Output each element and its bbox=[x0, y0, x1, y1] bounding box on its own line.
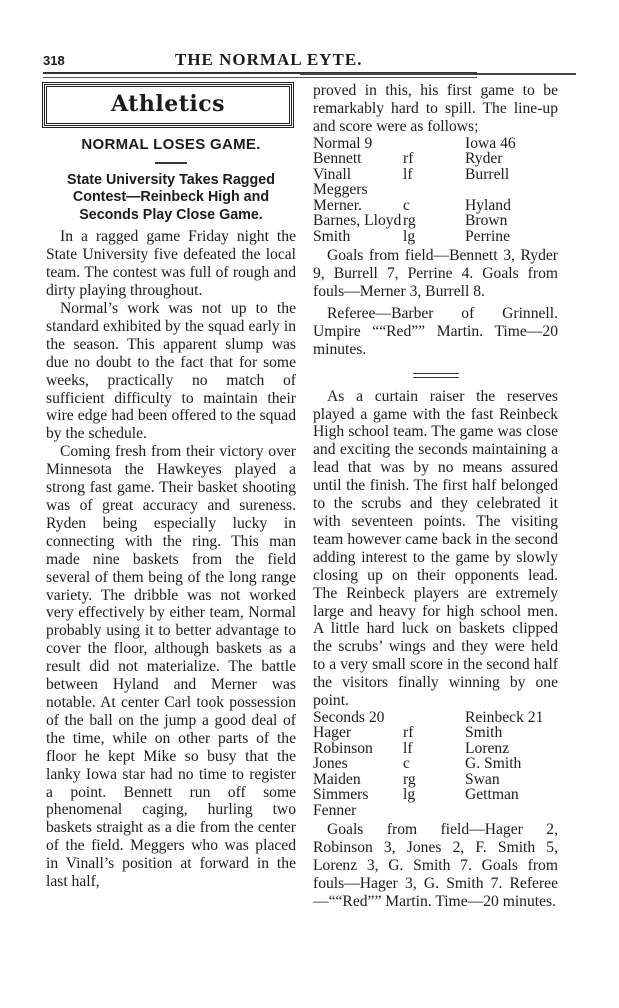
away-team-score: Reinbeck 21 bbox=[465, 708, 544, 726]
position bbox=[403, 182, 465, 198]
section-banner bbox=[44, 84, 292, 126]
home-player: Jones bbox=[313, 755, 348, 773]
away-player bbox=[465, 182, 558, 198]
position: rg bbox=[403, 212, 416, 230]
home-player: Barnes, Lloyd bbox=[313, 212, 402, 230]
paragraph: In a ragged game Friday night the State University five defeated the local team. The contest was full of rough and dirty playing throughout. bbox=[46, 228, 296, 300]
lineup-row bbox=[313, 787, 558, 803]
position: c bbox=[403, 755, 410, 773]
header-rule-right bbox=[300, 73, 576, 75]
article-headline: NORMAL LOSES GAME. bbox=[81, 136, 261, 153]
paragraph: Coming fresh from their victory over Minnesota the Hawkeyes played a strong fast game. Their basket shooting was of great accuracy and sureness. Ryden being especially lucky in connecting with the ring. This man made nine baskets from the field several of them being of the long range variety. The dribble was not worked very effectively by either team, Normal probably using it to better advantage to cover the floor, although baskets as a result did not materialize. The battle between Hyland and Merner was notable. At center Carl took possession of the ball on the jump a good deal of the time, while on other parts of the floor he kept Mike so busy that the lanky Iowa star had no time to register a point. Bennett run off some phenomenal caging, hurling two baskets straight as a die from the center of the field. Meggers who was placed in Vinall’s position at forward in the last half, bbox=[46, 443, 296, 891]
lineup-row bbox=[313, 725, 558, 741]
lineup-row bbox=[313, 756, 558, 772]
position: rf bbox=[403, 724, 414, 742]
lineup-header-row bbox=[313, 136, 558, 152]
home-player: Hager bbox=[313, 724, 352, 742]
position: lf bbox=[403, 165, 413, 183]
home-player: Meggers bbox=[313, 181, 368, 199]
section-divider bbox=[413, 373, 459, 378]
position: rf bbox=[403, 150, 414, 168]
home-team-score: Seconds 20 bbox=[313, 708, 385, 726]
away-player: Brown bbox=[465, 212, 508, 230]
home-player: Fenner bbox=[313, 801, 357, 819]
game1-officials: Referee—Barber of Grinnell. Umpire ““Red”” Martin. Time—20 minutes. bbox=[313, 304, 558, 358]
home-player: Simmers bbox=[313, 786, 369, 804]
away-player: Lorenz bbox=[465, 739, 510, 757]
home-player: Merner. bbox=[313, 196, 362, 214]
page-number: 318 bbox=[43, 53, 65, 68]
position: lg bbox=[403, 227, 416, 245]
away-player: Swan bbox=[465, 770, 500, 788]
reserves-paragraph: As a curtain raiser the reserves played a game with the fast Reinbeck High school team. The game was close and exciting the seconds maintaining a lead that was by no means assured until the finish. The first half belonged to the scrubs and they celebrated it with seventeen points. The visiting team however came back in the second adding interest to the game by slowly closing up on their opponents lead. The Reinbeck players are extremely large and heavy for high school men. A little hard luck on baskets clipped the scrubs’ wings and they were held to a very small score in the second half the visitors finally winning by one point. bbox=[313, 387, 558, 710]
position: lg bbox=[403, 786, 416, 804]
lineup-row bbox=[313, 213, 558, 229]
game1-goals: Goals from field—Bennett 3, Ryder 9, Burrell 7, Perrine 4. Goals from fouls—Merner 3, Burrell 8. bbox=[313, 247, 558, 301]
away-player: Ryder bbox=[465, 150, 503, 168]
position: c bbox=[403, 196, 410, 214]
article-subhead: State University Takes Ragged Contest—Reinbeck High and Seconds Play Close Game. bbox=[67, 171, 275, 223]
paragraph: Normal’s work was not up to the standard exhibited by the squad early in the season. This apparent slump was due no doubt to the fact that for some weeks, practically no match of sufficient difficulty to maintain their wire edge had been offered to the squad by the schedule. bbox=[46, 300, 296, 443]
away-team-score: Iowa 46 bbox=[465, 134, 516, 152]
game1-lineup-table bbox=[313, 136, 558, 245]
home-team-score: Normal 9 bbox=[313, 134, 373, 152]
publication-title: THE NORMAL EYTE. bbox=[175, 50, 363, 69]
away-player: Gettman bbox=[465, 786, 519, 804]
game2-summary: Goals from field—Hager 2, Robinson 3, Jones 2, F. Smith 5, Lorenz 3, G. Smith 7. Goals from fouls—Hager 3, G. Smith 7. Referee—““Red”” Martin. Time—20 minutes. bbox=[313, 821, 558, 911]
home-player: Maiden bbox=[313, 770, 361, 788]
right-column bbox=[313, 82, 558, 911]
home-player: Smith bbox=[313, 227, 351, 245]
away-player bbox=[465, 803, 558, 819]
home-player: Vinall bbox=[313, 165, 352, 183]
position bbox=[403, 803, 465, 819]
lineup-row bbox=[313, 741, 558, 757]
away-player: Hyland bbox=[465, 196, 511, 214]
game2-lineup-table bbox=[313, 710, 558, 819]
away-player: Smith bbox=[465, 724, 503, 742]
lineup-row bbox=[313, 182, 558, 198]
position: lf bbox=[403, 739, 413, 757]
paragraph-continued: proved in this, his first game to be remarkably hard to spill. The line-up and score were as follows; bbox=[313, 82, 558, 135]
away-player: G. Smith bbox=[465, 755, 522, 773]
home-player: Bennett bbox=[313, 150, 362, 168]
lineup-row bbox=[313, 229, 558, 245]
lineup-row bbox=[313, 198, 558, 214]
left-column bbox=[46, 82, 296, 891]
section-title: Athletics bbox=[111, 91, 225, 118]
headline-divider bbox=[155, 162, 187, 164]
away-player: Perrine bbox=[465, 227, 511, 245]
home-player: Robinson bbox=[313, 739, 373, 757]
lineup-row bbox=[313, 772, 558, 788]
away-player: Burrell bbox=[465, 165, 510, 183]
lineup-row bbox=[313, 151, 558, 167]
lineup-row bbox=[313, 803, 558, 819]
lineup-row bbox=[313, 167, 558, 183]
lineup-header-row bbox=[313, 710, 558, 726]
position: rg bbox=[403, 770, 416, 788]
